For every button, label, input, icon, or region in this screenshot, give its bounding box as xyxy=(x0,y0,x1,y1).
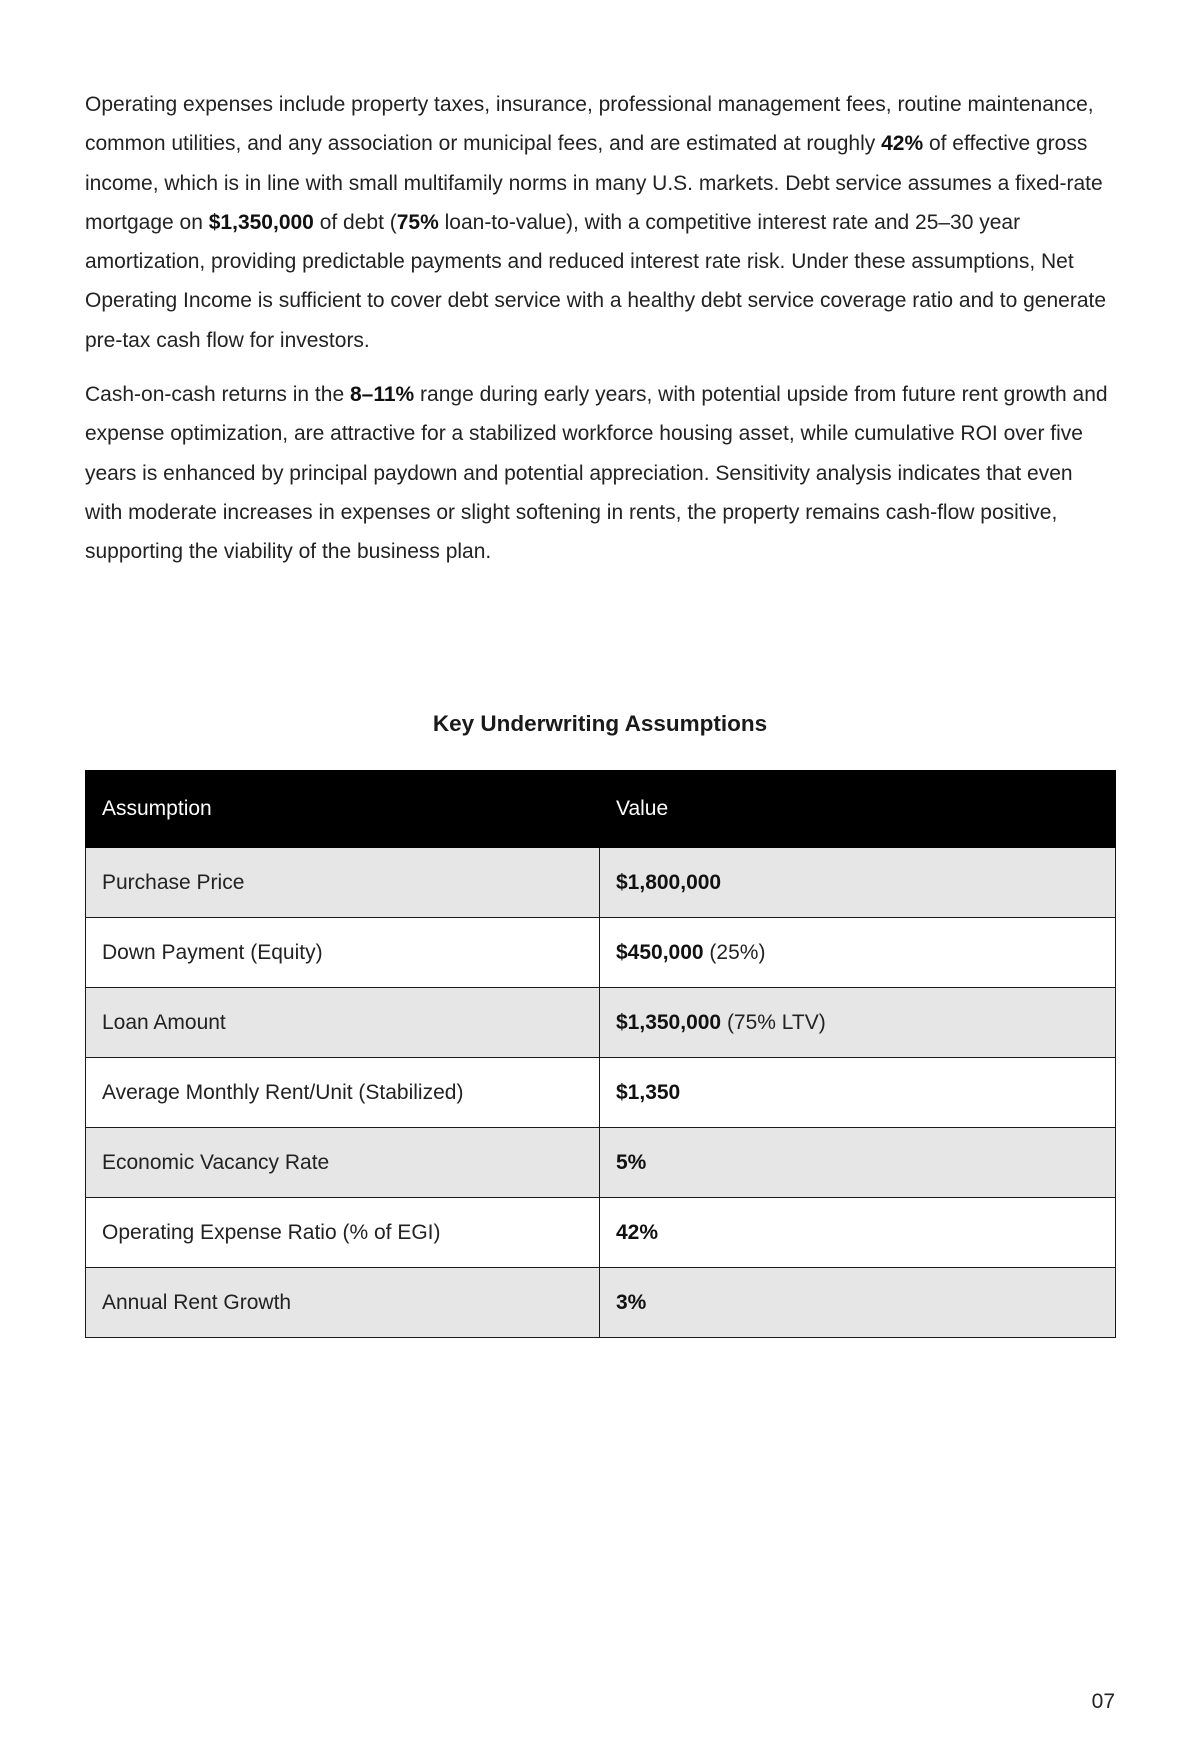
text-run: of effective gross income, which is in line with small multifamily norms in many U.S. markets. Debt service assumes a fixed-rate mortgage on xyxy=(85,132,1103,234)
assumption-cell: Economic Vacancy Rate xyxy=(86,1128,600,1198)
emphasized-figure: 42% xyxy=(881,132,924,156)
assumption-cell: Purchase Price xyxy=(86,848,600,918)
page-number: 07 xyxy=(1091,1690,1115,1713)
paragraph-returns xyxy=(85,375,1115,571)
emphasized-figure: 8–11% xyxy=(349,383,415,406)
emphasized-figure: $1,350,000 xyxy=(208,210,314,234)
text-run: range during early years, with potential upside from future rent growth and expense optimization, are attractive for a stabilized workforce housing asset, while cumulative ROI over five years is enhanced by principal paydown and potential appreciation. Sensitivity analysis indicates that even with moderate increases in expenses or slight softening in rents, the property remains cash-flow positive, supporting the viability of the business plan. xyxy=(85,383,1108,564)
table-row xyxy=(86,1268,1116,1338)
table-row xyxy=(86,988,1116,1058)
underwriting-assumptions-table xyxy=(85,770,1116,1338)
table-title: Key Underwriting Assumptions xyxy=(432,711,768,736)
value-note: (25%) xyxy=(703,940,766,964)
value-note: (75% LTV) xyxy=(721,1010,826,1034)
value-figure: $1,350,000 xyxy=(616,1010,722,1034)
value-figure: 42% xyxy=(616,1220,659,1244)
value-figure: 5% xyxy=(616,1150,647,1174)
value-figure: $450,000 xyxy=(616,940,704,964)
text-run: Cash-on-cash returns in the xyxy=(85,383,350,406)
table-body xyxy=(86,848,1116,1338)
emphasized-figure: 75% xyxy=(396,210,439,234)
text-run: of debt ( xyxy=(313,210,397,234)
table-row xyxy=(86,848,1116,918)
table-row xyxy=(86,1128,1116,1198)
value-figure: $1,800,000 xyxy=(616,870,722,894)
value-cell xyxy=(600,1198,1116,1268)
text-run: Operating expenses include property taxes, insurance, professional management fees, routine maintenance, common utilities, and any association or municipal fees, and are estimated at roughly xyxy=(85,93,1094,156)
value-cell xyxy=(600,1268,1116,1338)
text-run: loan-to-value), with a competitive interest rate and 25–30 year amortization, providing predictable payments and reduced interest rate risk. Under these assumptions, Net Operating Income is sufficient to cover debt service with a healthy debt service coverage ratio and to generate pre-tax cash flow for investors. xyxy=(85,210,1107,352)
value-cell xyxy=(600,988,1116,1058)
paragraph-operating-expenses xyxy=(85,85,1115,360)
value-cell xyxy=(600,1058,1116,1128)
table-row xyxy=(86,1198,1116,1268)
assumption-cell: Loan Amount xyxy=(86,988,600,1058)
assumption-cell: Operating Expense Ratio (% of EGI) xyxy=(86,1198,600,1268)
table-header-row xyxy=(86,771,1116,848)
value-cell xyxy=(600,848,1116,918)
table-row xyxy=(86,918,1116,988)
assumption-cell: Average Monthly Rent/Unit (Stabilized) xyxy=(86,1058,600,1128)
column-header-assumption: Assumption xyxy=(86,771,600,848)
value-figure: 3% xyxy=(616,1290,647,1314)
value-cell xyxy=(600,918,1116,988)
column-header-value: Value xyxy=(600,771,1116,848)
value-cell xyxy=(600,1128,1116,1198)
table-row xyxy=(86,1058,1116,1128)
assumption-cell: Annual Rent Growth xyxy=(86,1268,600,1338)
value-figure: $1,350 xyxy=(616,1080,681,1104)
assumption-cell: Down Payment (Equity) xyxy=(86,918,600,988)
